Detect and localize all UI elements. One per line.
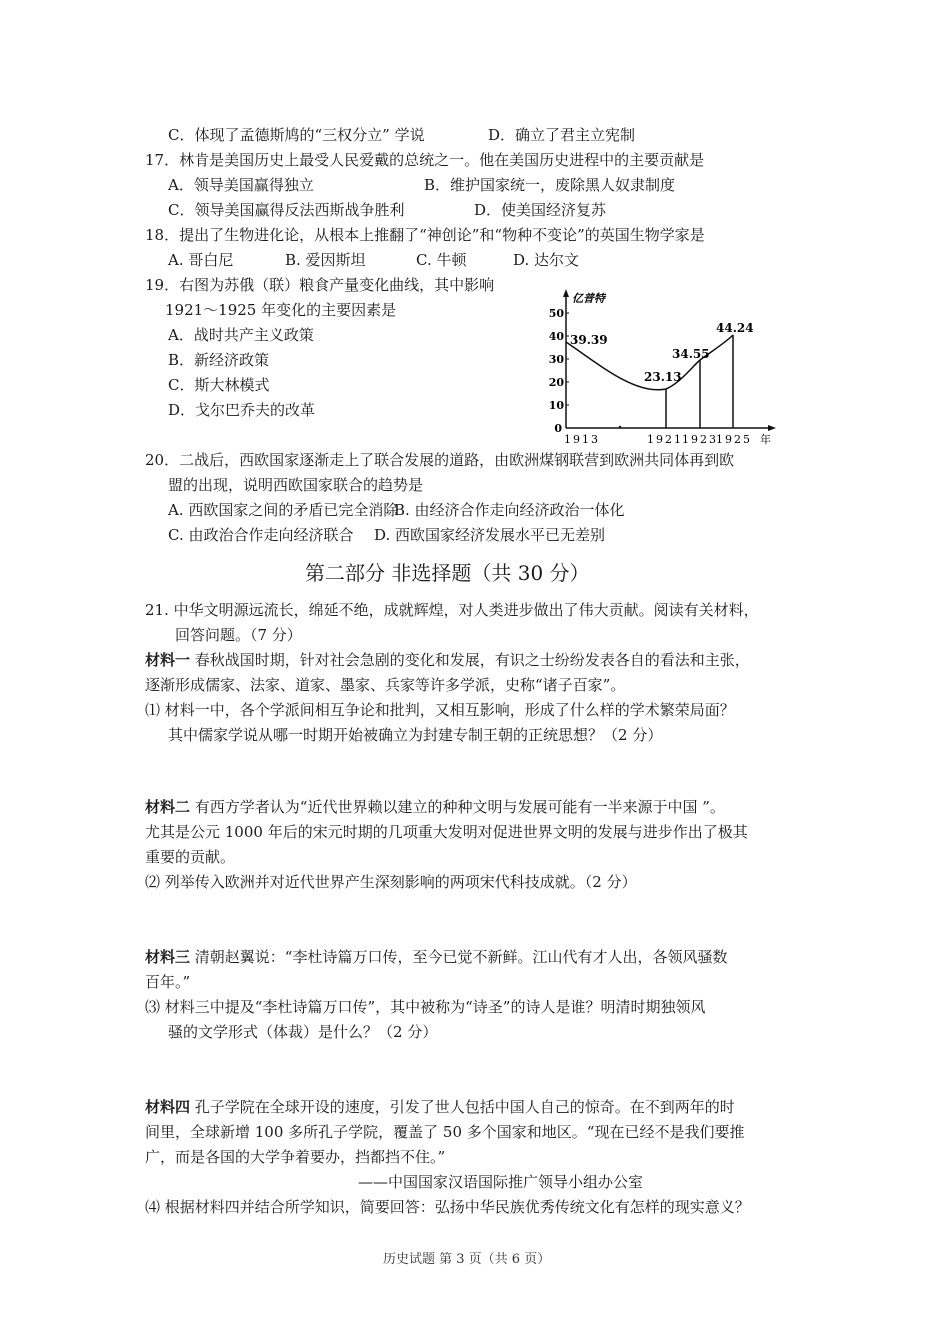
material-4-line3: 广，而是各国的大学争着要办，挡都挡不住。” xyxy=(145,1148,446,1166)
sub-question-3-line1: ⑶ 材料三中提及“李杜诗篇万口传”，其中被称为“诗圣”的诗人是谁？明清时期独领风 xyxy=(145,998,706,1016)
ytick-30: 30 xyxy=(548,353,564,366)
x-axis-label: 年 xyxy=(760,433,771,446)
material-2-text: 有西方学者认为“近代世界赖以建立的种种文明与发展可能有一半来源于中国 ”。 xyxy=(190,798,725,816)
ytick-10: 10 xyxy=(548,399,564,412)
sub-question-3-line2: 骚的文学形式（体裁）是什么？（2 分） xyxy=(168,1023,438,1041)
xtick-1925: 1925 xyxy=(716,433,752,446)
q16-option-c: C．体现了孟德斯鸠的“三权分立” 学说 xyxy=(168,126,425,144)
q19-option-c: C．斯大林模式 xyxy=(168,376,270,394)
part2-title: 第二部分 非选择题（共 30 分） xyxy=(305,561,590,585)
ytick-20: 20 xyxy=(548,376,564,389)
data-label-1925: 44.24 xyxy=(716,321,754,335)
q18-option-a: A. 哥白尼 xyxy=(168,251,234,269)
q18-option-c: C. 牛顿 xyxy=(416,251,467,269)
sub-question-4: ⑷ 根据材料四并结合所学知识，简要回答：弘扬中华民族优秀传统文化有怎样的现实意义？ xyxy=(145,1198,750,1216)
ytick-0: 0 xyxy=(554,422,562,435)
sub-question-2: ⑵ 列举传入欧洲并对近代世界产生深刻影响的两项宋代科技成就。（2 分） xyxy=(145,873,637,891)
data-label-1921: 23.13 xyxy=(644,370,682,384)
xtick-1913: 1913 xyxy=(564,433,600,446)
material-1 xyxy=(145,650,750,670)
material-4-label: 材料四 xyxy=(145,1098,191,1116)
q17-option-a: A．领导美国赢得独立 xyxy=(168,176,314,194)
sub-question-1-line1: ⑴ 材料一中，各个学派间相互争论和批判，又相互影响，形成了什么样的学术繁荣局面？ xyxy=(145,701,735,719)
q19-option-a: A．战时共产主义政策 xyxy=(168,326,314,344)
q19-option-d: D．戈尔巴乔夫的改革 xyxy=(168,401,316,419)
material-3-text: 清朝赵翼说：“李杜诗篇万口传，至今已觉不新鲜。江山代有才人出，各领风骚数 xyxy=(190,948,728,966)
material-1-line2: 逐渐形成儒家、法家、道家、墨家、兵家等许多学派，史称“诸子百家”。 xyxy=(145,676,626,694)
q17-option-b: B．维护国家统一，废除黑人奴隶制度 xyxy=(424,176,676,194)
material-2-label: 材料二 xyxy=(145,798,191,816)
data-label-1923: 34.55 xyxy=(672,347,710,361)
q17-stem: 17．林肯是美国历史上最受人民爱戴的总统之一。他在美国历史进程中的主要贡献是 xyxy=(145,151,705,169)
q20-option-c: C. 由政治合作走向经济联合 xyxy=(168,526,354,544)
q18-stem: 18．提出了生物进化论，从根本上推翻了“神创论”和“物种不变论”的英国生物学家是 xyxy=(145,226,705,244)
q21-stem-line2: 回答问题。（7 分） xyxy=(175,626,302,644)
q20-stem-line1: 20．二战后，西欧国家逐渐走上了联合发展的道路，由欧洲煤钢联营到欧洲共同体再到欧 xyxy=(145,451,735,469)
material-3-line2: 百年。” xyxy=(145,973,191,991)
q19-stem-line2: 1921～1925 年变化的主要因素是 xyxy=(165,301,397,319)
q18-option-d: D. 达尔文 xyxy=(513,251,580,269)
ytick-40: 40 xyxy=(548,330,564,343)
grain-output-chart xyxy=(540,285,790,450)
material-4-text: 孔子学院在全球开设的速度，引发了世人包括中国人自己的惊奇。在不到两年的时 xyxy=(190,1098,735,1116)
material-2 xyxy=(145,797,725,817)
ytick-50: 50 xyxy=(548,307,564,320)
material-4-source: ——中国国家汉语国际推广领导小组办公室 xyxy=(358,1173,644,1191)
material-3 xyxy=(145,947,727,967)
q20-option-d: D. 西欧国家经济发展水平已无差别 xyxy=(374,526,606,544)
sub-question-1-line2: 其中儒家学说从哪一时期开始被确立为封建专制王朝的正统思想？（2 分） xyxy=(168,726,663,744)
material-4-line2: 间里，全球新增 100 多所孔子学院，覆盖了 50 多个国家和地区。“现在已经不是我们要推 xyxy=(145,1123,745,1141)
page-footer: 历史试题 第 3 页（共 6 页） xyxy=(383,1252,551,1267)
material-2-line2: 尤其是公元 1000 年后的宋元时期的几项重大发明对促进世界文明的发展与进步作出了极其 xyxy=(145,823,748,841)
q16-option-d: D．确立了君主立宪制 xyxy=(488,126,636,144)
data-label-1913: 39.39 xyxy=(570,333,608,347)
xtick-1923: 1923 xyxy=(682,433,718,446)
material-1-label: 材料一 xyxy=(145,651,191,669)
xtick-1921: 1921 xyxy=(647,433,683,446)
material-3-label: 材料三 xyxy=(145,948,191,966)
q19-stem-line1: 19．右图为苏俄（联）粮食产量变化曲线，其中影响 xyxy=(145,276,495,294)
q18-option-b: B. 爱因斯坦 xyxy=(285,251,366,269)
q19-option-b: B．新经济政策 xyxy=(168,351,270,369)
q17-option-c: C．领导美国赢得反法西斯战争胜利 xyxy=(168,201,405,219)
q21-stem-line1: 21. 中华文明源远流长，绵延不绝，成就辉煌，对人类进步做出了伟大贡献。阅读有关材料， xyxy=(145,601,759,619)
material-4 xyxy=(145,1097,735,1117)
q20-option-b: B. 由经济合作走向经济政治一体化 xyxy=(394,501,625,519)
y-axis-label: 亿普特 xyxy=(572,292,605,305)
q20-stem-line2: 盟的出现，说明西欧国家联合的趋势是 xyxy=(168,476,424,494)
material-2-line3: 重要的贡献。 xyxy=(145,848,236,866)
q20-option-a: A. 西欧国家之间的矛盾已完全消除 xyxy=(168,501,399,519)
material-1-text: 春秋战国时期，针对社会急剧的变化和发展，有识之士纷纷发表各自的看法和主张， xyxy=(190,651,750,669)
q17-option-d: D．使美国经济复苏 xyxy=(474,201,607,219)
